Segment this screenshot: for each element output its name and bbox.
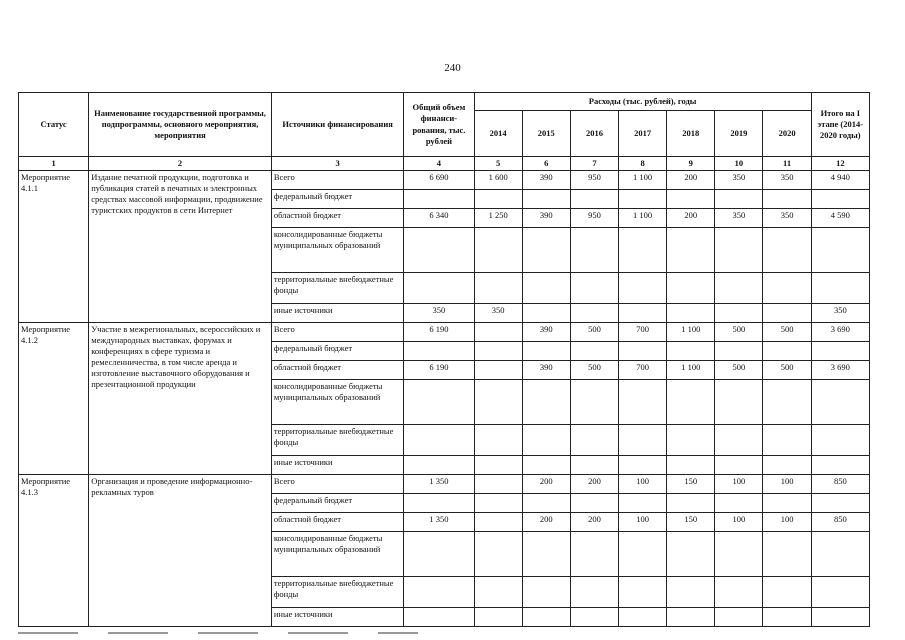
table-row — [19, 475, 870, 494]
total-cell — [404, 532, 474, 577]
total-cell — [404, 456, 474, 475]
year-2016-cell — [570, 304, 618, 323]
year-2015-cell: 390 — [522, 361, 570, 380]
stage-total-cell — [811, 425, 869, 456]
table-row — [19, 171, 870, 190]
year-2017-cell — [619, 342, 667, 361]
year-2018-cell — [667, 532, 715, 577]
column-number-row — [19, 157, 870, 171]
funding-source: территориальные внебюджетные фонды — [271, 273, 403, 304]
year-2020-cell: 100 — [763, 513, 811, 532]
year-2019-cell: 500 — [715, 361, 763, 380]
total-cell: 1 350 — [404, 475, 474, 494]
funding-source: областной бюджет — [271, 361, 403, 380]
year-2016-cell: 200 — [570, 513, 618, 532]
year-2014-cell — [474, 608, 522, 627]
year-2015-cell — [522, 425, 570, 456]
stage-total-cell — [811, 273, 869, 304]
stage-total-cell: 350 — [811, 304, 869, 323]
year-2019-cell — [715, 425, 763, 456]
year-2019-cell: 100 — [715, 513, 763, 532]
budget-table — [18, 92, 870, 627]
year-2020-cell — [763, 273, 811, 304]
total-cell: 6 190 — [404, 361, 474, 380]
stage-total-cell: 3 690 — [811, 323, 869, 342]
year-2017-cell — [619, 304, 667, 323]
header-year: 2016 — [570, 111, 618, 157]
year-2017-cell — [619, 380, 667, 425]
year-2019-cell: 500 — [715, 323, 763, 342]
column-number: 8 — [619, 157, 667, 171]
activity-name: Организация и проведение информационно-рекламных туров — [89, 475, 272, 627]
year-2017-cell: 1 100 — [619, 209, 667, 228]
year-2020-cell — [763, 304, 811, 323]
column-number: 1 — [19, 157, 89, 171]
total-cell — [404, 190, 474, 209]
year-2015-cell — [522, 608, 570, 627]
year-2014-cell — [474, 190, 522, 209]
year-2016-cell: 200 — [570, 475, 618, 494]
year-2014-cell — [474, 456, 522, 475]
year-2020-cell: 350 — [763, 171, 811, 190]
total-cell — [404, 380, 474, 425]
year-2015-cell: 200 — [522, 513, 570, 532]
year-2019-cell — [715, 532, 763, 577]
header-stage-total: Итого на I этапе (2014-2020 годы) — [811, 93, 869, 157]
year-2016-cell — [570, 494, 618, 513]
year-2018-cell — [667, 304, 715, 323]
year-2018-cell: 150 — [667, 513, 715, 532]
header-year: 2015 — [522, 111, 570, 157]
year-2020-cell: 500 — [763, 361, 811, 380]
header-year: 2019 — [715, 111, 763, 157]
funding-source: областной бюджет — [271, 209, 403, 228]
stage-total-cell — [811, 577, 869, 608]
year-2019-cell — [715, 456, 763, 475]
total-cell — [404, 273, 474, 304]
year-2014-cell — [474, 361, 522, 380]
year-2020-cell: 100 — [763, 475, 811, 494]
year-2016-cell: 950 — [570, 171, 618, 190]
year-2020-cell: 500 — [763, 323, 811, 342]
column-number: 7 — [570, 157, 618, 171]
year-2018-cell — [667, 190, 715, 209]
year-2017-cell: 1 100 — [619, 171, 667, 190]
year-2018-cell — [667, 380, 715, 425]
year-2017-cell — [619, 228, 667, 273]
year-2018-cell — [667, 456, 715, 475]
total-cell — [404, 608, 474, 627]
year-2015-cell — [522, 380, 570, 425]
year-2015-cell — [522, 456, 570, 475]
stage-total-cell: 3 690 — [811, 361, 869, 380]
year-2017-cell — [619, 190, 667, 209]
year-2015-cell: 390 — [522, 323, 570, 342]
column-number: 10 — [715, 157, 763, 171]
year-2015-cell — [522, 190, 570, 209]
year-2015-cell — [522, 577, 570, 608]
funding-source: иные источники — [271, 304, 403, 323]
year-2016-cell — [570, 190, 618, 209]
year-2015-cell — [522, 532, 570, 577]
stage-total-cell: 4 940 — [811, 171, 869, 190]
total-cell — [404, 228, 474, 273]
year-2018-cell: 200 — [667, 209, 715, 228]
activity-name: Участие в межрегиональных, всероссийских и международных выставках, форумах и конференциях в сфере туризма и ремесленничества, в том числе аренда и изготовление выставочного оборудования и презентационной продукции — [89, 323, 272, 475]
year-2014-cell — [474, 475, 522, 494]
total-cell: 350 — [404, 304, 474, 323]
stage-total-cell — [811, 532, 869, 577]
year-2015-cell — [522, 273, 570, 304]
year-2016-cell — [570, 532, 618, 577]
stage-total-cell — [811, 190, 869, 209]
year-2017-cell — [619, 425, 667, 456]
funding-source: федеральный бюджет — [271, 342, 403, 361]
year-2016-cell — [570, 577, 618, 608]
year-2018-cell: 1 100 — [667, 323, 715, 342]
header-expenses: Расходы (тыс. рублей), годы — [474, 93, 811, 111]
year-2017-cell — [619, 273, 667, 304]
year-2014-cell: 1 250 — [474, 209, 522, 228]
year-2014-cell — [474, 228, 522, 273]
year-2019-cell: 100 — [715, 475, 763, 494]
funding-source: федеральный бюджет — [271, 494, 403, 513]
year-2017-cell — [619, 456, 667, 475]
header-sources: Источники финансирования — [271, 93, 403, 157]
year-2017-cell: 100 — [619, 513, 667, 532]
header-total: Общий объем финанси-рования, тыс. рублей — [404, 93, 474, 157]
year-2020-cell — [763, 190, 811, 209]
activity-status: Мероприятие 4.1.2 — [19, 323, 89, 475]
year-2018-cell — [667, 608, 715, 627]
header-name: Наименование государственной программы, подпрограммы, основного мероприятия, мероприятия — [89, 93, 272, 157]
column-number: 4 — [404, 157, 474, 171]
stage-total-cell — [811, 608, 869, 627]
funding-source: федеральный бюджет — [271, 190, 403, 209]
year-2019-cell — [715, 494, 763, 513]
stage-total-cell: 4 590 — [811, 209, 869, 228]
funding-source: территориальные внебюджетные фонды — [271, 425, 403, 456]
year-2016-cell — [570, 608, 618, 627]
year-2020-cell — [763, 577, 811, 608]
year-2020-cell: 350 — [763, 209, 811, 228]
year-2020-cell — [763, 342, 811, 361]
total-cell: 6 690 — [404, 171, 474, 190]
year-2020-cell — [763, 456, 811, 475]
year-2016-cell — [570, 456, 618, 475]
stage-total-cell — [811, 228, 869, 273]
year-2016-cell: 950 — [570, 209, 618, 228]
year-2018-cell — [667, 577, 715, 608]
stage-total-cell — [811, 380, 869, 425]
column-number: 11 — [763, 157, 811, 171]
year-2014-cell — [474, 425, 522, 456]
year-2016-cell — [570, 342, 618, 361]
year-2018-cell — [667, 425, 715, 456]
header-year: 2020 — [763, 111, 811, 157]
year-2020-cell — [763, 425, 811, 456]
column-number: 12 — [811, 157, 869, 171]
funding-source: иные источники — [271, 456, 403, 475]
year-2016-cell — [570, 273, 618, 304]
year-2016-cell — [570, 380, 618, 425]
year-2014-cell — [474, 532, 522, 577]
table-row — [19, 323, 870, 342]
header-year: 2014 — [474, 111, 522, 157]
funding-source: иные источники — [271, 608, 403, 627]
total-cell — [404, 494, 474, 513]
year-2018-cell — [667, 342, 715, 361]
year-2020-cell — [763, 380, 811, 425]
year-2014-cell: 1 600 — [474, 171, 522, 190]
year-2018-cell — [667, 228, 715, 273]
activity-status: Мероприятие 4.1.1 — [19, 171, 89, 323]
page-number: 240 — [444, 62, 461, 74]
year-2019-cell — [715, 577, 763, 608]
year-2014-cell — [474, 513, 522, 532]
year-2019-cell — [715, 380, 763, 425]
year-2017-cell — [619, 577, 667, 608]
table-body — [19, 171, 870, 627]
year-2017-cell — [619, 532, 667, 577]
year-2019-cell — [715, 342, 763, 361]
year-2016-cell: 500 — [570, 323, 618, 342]
year-2017-cell: 100 — [619, 475, 667, 494]
year-2016-cell: 500 — [570, 361, 618, 380]
activity-status: Мероприятие 4.1.3 — [19, 475, 89, 627]
total-cell — [404, 577, 474, 608]
scan-artifact-line — [18, 632, 418, 634]
stage-total-cell: 850 — [811, 513, 869, 532]
funding-source: консолидированные бюджеты муниципальных образований — [271, 532, 403, 577]
total-cell: 1 350 — [404, 513, 474, 532]
funding-source: консолидированные бюджеты муниципальных образований — [271, 228, 403, 273]
year-2017-cell — [619, 608, 667, 627]
column-number: 6 — [522, 157, 570, 171]
year-2018-cell: 200 — [667, 171, 715, 190]
year-2019-cell — [715, 304, 763, 323]
total-cell — [404, 425, 474, 456]
year-2019-cell: 350 — [715, 209, 763, 228]
funding-source: Всего — [271, 171, 403, 190]
stage-total-cell — [811, 342, 869, 361]
year-2014-cell — [474, 380, 522, 425]
funding-source: Всего — [271, 475, 403, 494]
year-2017-cell: 700 — [619, 323, 667, 342]
column-number: 9 — [667, 157, 715, 171]
activity-name: Издание печатной продукции, подготовка и публикация статей в печатных и электронных средствах массовой информации, продвижение туристских продуктов в сети Интернет — [89, 171, 272, 323]
year-2020-cell — [763, 532, 811, 577]
year-2014-cell — [474, 323, 522, 342]
header-year: 2018 — [667, 111, 715, 157]
header-year: 2017 — [619, 111, 667, 157]
year-2016-cell — [570, 228, 618, 273]
year-2017-cell — [619, 494, 667, 513]
year-2018-cell — [667, 494, 715, 513]
year-2014-cell — [474, 494, 522, 513]
total-cell: 6 190 — [404, 323, 474, 342]
year-2015-cell — [522, 342, 570, 361]
year-2014-cell — [474, 273, 522, 304]
year-2015-cell — [522, 228, 570, 273]
year-2019-cell — [715, 273, 763, 304]
year-2015-cell: 200 — [522, 475, 570, 494]
stage-total-cell — [811, 456, 869, 475]
year-2020-cell — [763, 494, 811, 513]
year-2016-cell — [570, 425, 618, 456]
funding-source: областной бюджет — [271, 513, 403, 532]
column-number: 2 — [89, 157, 272, 171]
column-number: 3 — [271, 157, 403, 171]
year-2015-cell — [522, 494, 570, 513]
year-2015-cell: 390 — [522, 171, 570, 190]
year-2014-cell — [474, 342, 522, 361]
year-2018-cell: 1 100 — [667, 361, 715, 380]
funding-source: консолидированные бюджеты муниципальных образований — [271, 380, 403, 425]
year-2018-cell: 150 — [667, 475, 715, 494]
year-2018-cell — [667, 273, 715, 304]
year-2020-cell — [763, 608, 811, 627]
total-cell — [404, 342, 474, 361]
year-2020-cell — [763, 228, 811, 273]
total-cell: 6 340 — [404, 209, 474, 228]
column-number: 5 — [474, 157, 522, 171]
stage-total-cell — [811, 494, 869, 513]
year-2015-cell: 390 — [522, 209, 570, 228]
year-2014-cell: 350 — [474, 304, 522, 323]
header-status: Статус — [19, 93, 89, 157]
year-2014-cell — [474, 577, 522, 608]
funding-source: Всего — [271, 323, 403, 342]
table-header — [19, 93, 870, 171]
stage-total-cell: 850 — [811, 475, 869, 494]
year-2019-cell: 350 — [715, 171, 763, 190]
year-2019-cell — [715, 608, 763, 627]
year-2017-cell: 700 — [619, 361, 667, 380]
year-2019-cell — [715, 228, 763, 273]
funding-source: территориальные внебюджетные фонды — [271, 577, 403, 608]
year-2015-cell — [522, 304, 570, 323]
year-2019-cell — [715, 190, 763, 209]
